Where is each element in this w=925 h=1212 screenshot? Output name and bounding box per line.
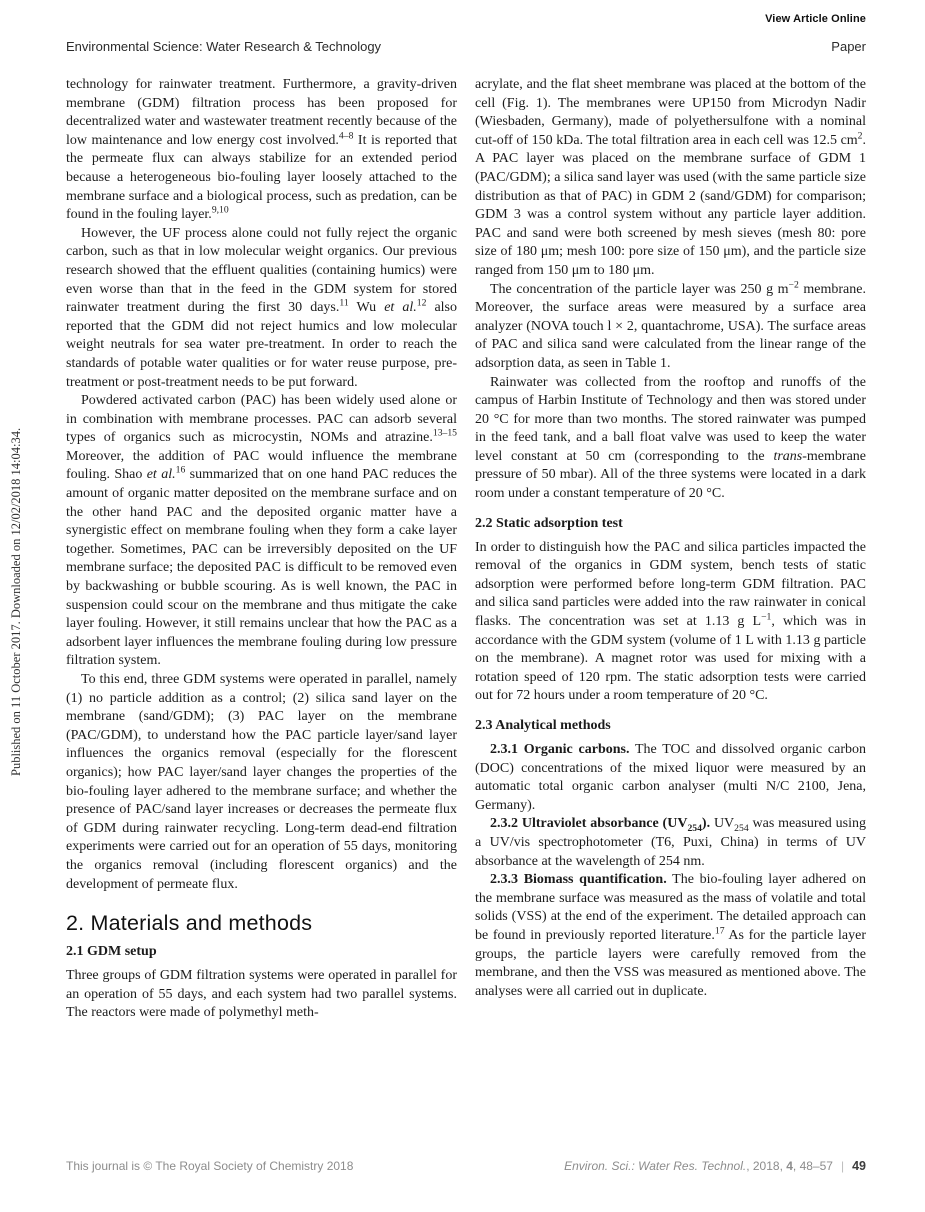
paragraph: Powdered activated carbon (PAC) has been widely used alone or in combination with membrane processes. PAC can adsorb several types of organics such as microcystin, NOMs and atrazine.$^{13-15}$ Moreover, the addition of PAC would influence the membrane fouling. Shao et al.$^{16}$ summarized that on one hand PAC reduces the amount of organic matter deposited on the membrane surface and on the other hand PAC and the deposited organic matter have a synergistic effect on membrane fouling when they form a cake layer together. Sometimes, PAC can be irreversibly deposited on the UF membrane surface; the deposited PAC is difficult to be removed even by backwashing or bubble scouring. As is well known, the PAC in suspension could scour on the membrane and thus mitigate the cake layer fouling. However, it still remains unclear that how the PAC as a adsorbent layer influences the membrane fouling during low pressure filtration system. xyxy=(66,393,457,669)
footer-copyright: This journal is © The Royal Society of Chemistry 2018 xyxy=(66,1159,354,1173)
publication-timestamp-sidebar: Published on 11 October 2017. Downloaded on 12/02/2018 14:04:34. xyxy=(9,427,23,776)
paragraph: In order to distinguish how the PAC and silica particles impacted the removal of the organics in GDM system, bench tests of static adsorption were performed before long-term GDM filtration. PAC and silica sand particles were added into the raw rainwater in conical flasks. The concentration was set at 1.13 g $L^{-1}$, which was in accordance with the GDM system (volume of 1 L with 1.13 g particle on the membrane). A magnet rotor was used for mixing with a rotation speed of 120 rpm. The static adsorption tests were carried out for 72 hours under a room temperature of 20 °C. xyxy=(475,539,866,704)
article-body xyxy=(66,76,866,1023)
paragraph: Three groups of GDM filtration systems were operated in parallel for an operation of 55 days, and each system had two parallel systems. The reactors were made of polymethyl meth- xyxy=(66,968,457,1021)
footer-citation xyxy=(564,1159,866,1173)
paragraph: 2.3.1 Organic carbons. The TOC and dissolved organic carbon (DOC) concentrations of the mixed liquor were measured by an automatic total organic carbon analyser (multi N/C 2100, Jena, Germany). xyxy=(475,742,866,813)
footer-separator: | xyxy=(840,1159,845,1173)
paragraph: technology for rainwater treatment. Furthermore, a gravity-driven membrane (GDM) filtration process has been proposed for decentralized water and wastewater treatment recently because of the low maintenance and low energy cost involved.$^{4-8}$ It is reported that the permeate flux can always stabilize for an extended period because a heterogeneous bio-fouling layer loosely attached to the membrane surface and a biological process, such as predation, can be found in the fouling layer.$^{9,10}$ xyxy=(66,77,457,223)
paragraph: Rainwater was collected from the rooftop and runoffs of the campus of Harbin Institute of Technology and then was stored under 20 °C for more than two months. The stored rainwater was pumped in the feed tank, and a ball float valve was used to keep the water level constant at 50 cm (corresponding to the trans-membrane pressure of 50 mbar). All of the three systems were located in a dark room under a constant temperature of 20 °C. xyxy=(475,374,866,502)
view-article-online-link[interactable]: View Article Online xyxy=(765,13,866,25)
paragraph: The concentration of the particle layer was 250 g $m^{-2}$ membrane. Moreover, the surface areas were measured by a surface area analyzer (NOVA touch l × 2, quantachrome, USA). The surface areas of PAC and silica sand were calculated from the linear range of the adsorption data, as seen in Table 1. xyxy=(475,278,866,371)
right-column xyxy=(475,76,866,1023)
paragraph: To this end, three GDM systems were operated in parallel, namely (1) no particle addition as a control; (2) silica sand layer on the membrane (sand/GDM); (3) PAC layer on the membrane (PAC/GDM), to understand how the PAC particle layer/sand layer influences the organics removal (especially for the florescent organics); how PAC layer/sand layer changes the properties of the bio-fouling layer adhered to the membrane surface; and whether the presence of PAC/sand layer increases or decreases the permeate flux of GDM during rainwater recycling. Long-term dead-end filtration experiments were carried out for an operation of 55 days, monitoring the organics removal (including florescent organics) and the development of permeate flux. xyxy=(66,672,457,892)
section-heading: 2. Materials and methods xyxy=(66,911,313,936)
journal-title: Environmental Science: Water Research & Technology xyxy=(66,39,382,54)
paragraph: 2.3.2 Ultraviolet absorbance $(UV_{254})$. $UV_{254}$ was measured using a UV/vis spectrophotometer (T6, Puxi, China) in terms of UV absorbance at the wavelength of 254 nm. xyxy=(475,816,866,869)
paragraph: acrylate, and the flat sheet membrane was placed at the bottom of the cell (Fig. 1). The membranes were UP150 from Microdyn Nadir (Wiesbaden, Germany), made of polyethersulfone with a nominal cut-off of 150 kDa. The total filtration area in each cell was 12.5 $cm^2$. A PAC layer was placed on the membrane surface of GDM 1 (PAC/GDM); a silica sand layer was used (with the same particle size distribution as that of PAC) in GDM 2 (sand/GDM) for comparison; GDM 3 was a control system without any particle layer addition. PAC and sand were both screened by mesh sieves (mesh 80: pore size of 180 μm; mesh 100: pore size of 150 μm), and the particle size ranged from 150 μm to 180 μm. xyxy=(475,77,866,278)
paragraph: However, the UF process alone could not fully reject the organic carbon, such as that in low molecular weight organics. Our previous research showed that the effluent qualities (containing humics) were even worse than that in the feed in the GDM system for stored rainwater treatment during the first 30 days.$^{11}$ Wu et al.$^{12}$ also reported that the GDM did not reject humics and low molecular weight neutrals for sea water pre-treatment. In order to reach the standards of potable water qualities or for water reuse purpose, pre-treatment or post-treatment needs to be put forward. xyxy=(66,225,457,390)
left-column xyxy=(66,76,457,1023)
article-type-label: Paper xyxy=(831,39,866,54)
page-number: 49 xyxy=(852,1159,866,1173)
subsection-heading: 2.3 Analytical methods xyxy=(475,718,611,733)
paragraph: 2.3.3 Biomass quantification. The bio-fouling layer adhered on the membrane surface was measured as the mass of volatile and total solids (VSS) at the end of the experiment. The detailed approach can be found in previously reported literature.$^{17}$ As for the particle layer groups, the particle layers were carefully removed from the membrane, and then the VSS was measured as mentioned above. The analyses were all carried out in duplicate. xyxy=(475,872,866,999)
citation-text: Environ. Sci.: Water Res. Technol., 2018, 4, 48–57 xyxy=(564,1159,833,1173)
subsection-heading: 2.2 Static adsorption test xyxy=(475,515,623,531)
page-header xyxy=(66,39,866,54)
subsection-heading: 2.1 GDM setup xyxy=(66,944,157,960)
page-footer xyxy=(66,1159,866,1173)
